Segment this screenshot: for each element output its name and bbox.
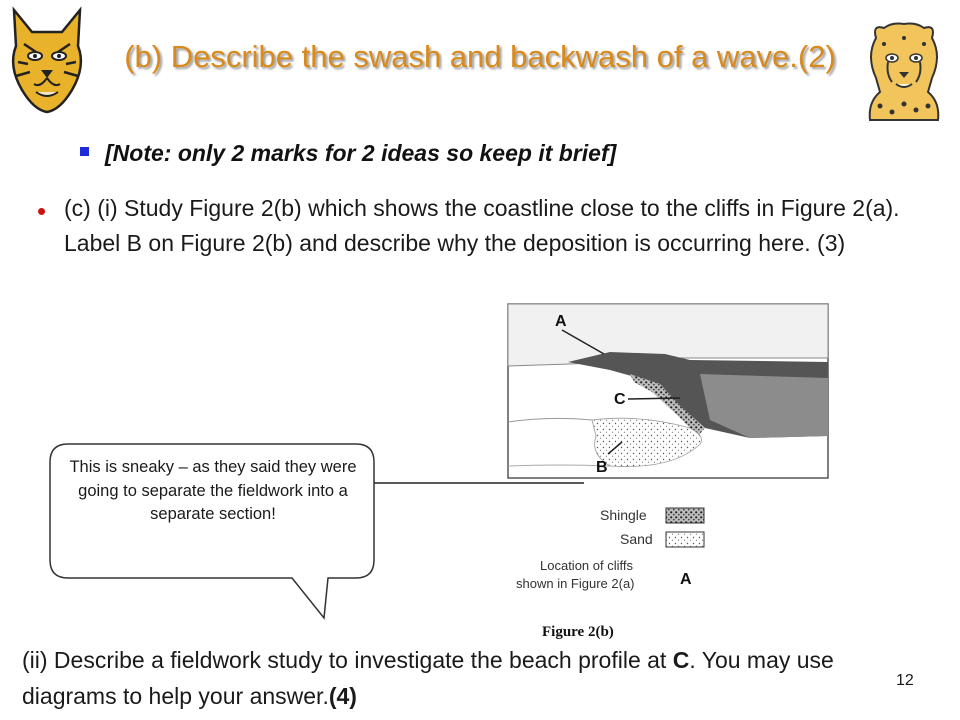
- callout-text: This is sneaky – as they said they were going to separate the fieldwork into a separate section!: [69, 458, 357, 523]
- legend-location-marker: A: [680, 571, 692, 588]
- legend-location-line1: Location of cliffs: [540, 558, 633, 573]
- label-b: B: [596, 459, 608, 476]
- question-ii-point: C: [672, 647, 690, 673]
- label-c: C: [614, 391, 626, 408]
- note-text: [Note: only 2 marks for 2 ideas so keep it brief]: [105, 140, 617, 166]
- question-ii-text: [22, 642, 902, 714]
- figure-caption: Figure 2(b): [542, 624, 614, 640]
- question-ii-prefix: (ii) Describe a fieldwork study to investigate the beach profile at: [22, 647, 673, 673]
- label-a: A: [555, 313, 567, 330]
- legend-sand-label: Sand: [620, 531, 653, 547]
- question-c-text: (c) (i) Study Figure 2(b) which shows the coastline close to the cliffs in Figure 2(a). Label B on Figure 2(b) and describe why the deposition is occurring here. (3): [64, 195, 900, 256]
- question-ii-mid: . You may use diagrams to help your answer.: [22, 647, 834, 709]
- page-number: 12: [896, 672, 914, 689]
- round-bullet-icon: •: [37, 196, 47, 226]
- question-ii-marks: (4): [328, 683, 357, 709]
- legend-shingle-label: Shingle: [600, 507, 647, 523]
- legend-location-line2: shown in Figure 2(a): [516, 576, 635, 591]
- slide-title: (b) Describe the swash and backwash of a wave.(2): [124, 39, 836, 74]
